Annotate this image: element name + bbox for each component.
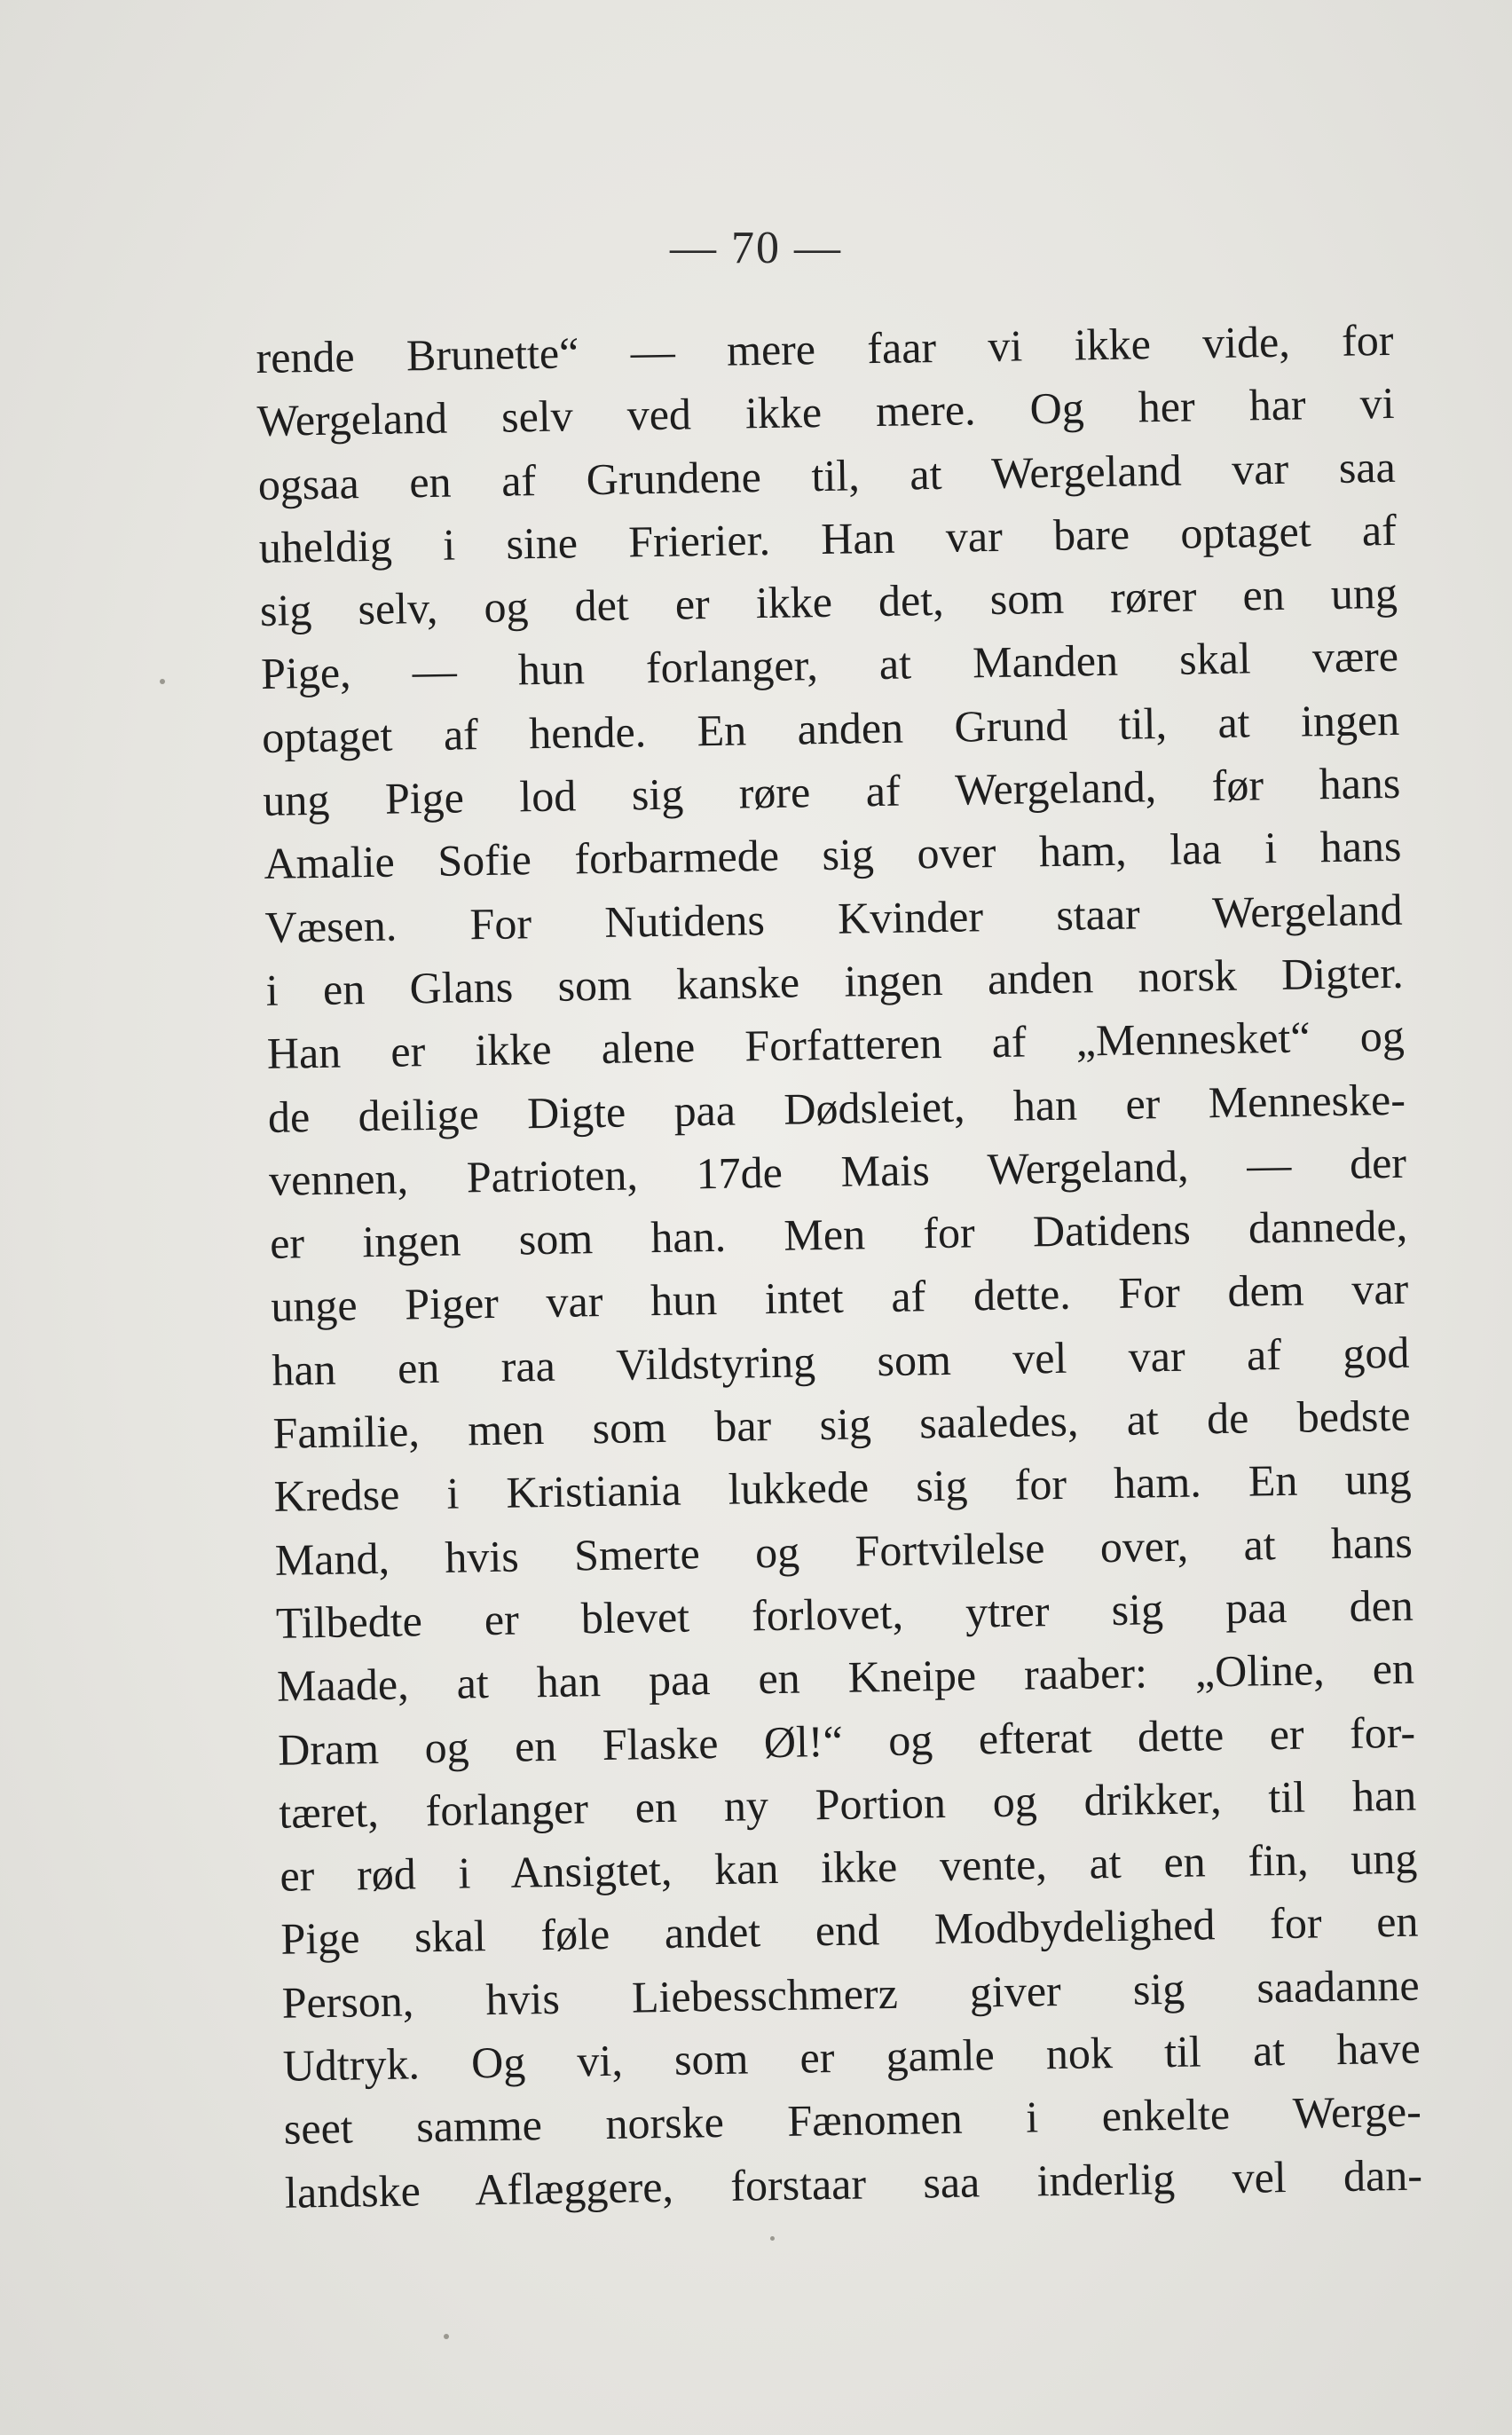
- text-line: er rød i Ansigtet, kan ikke vente, at en fin, ung: [279, 1832, 1418, 1901]
- paper-speck: [770, 2236, 775, 2241]
- text-line: Kredse i Kristiania lukkede sig for ham. En ung: [273, 1454, 1412, 1522]
- text-line: Familie, men som bar sig saaledes, at de bedste: [272, 1390, 1411, 1458]
- text-line: Amalie Sofie forbarmede sig over ham, laa i hans: [264, 821, 1402, 889]
- text-line: i en Glans som kanske ingen anden norsk Digter.: [265, 947, 1405, 1015]
- paper-speck: [444, 2334, 449, 2339]
- text-line: ung Pige lod sig røre af Wergeland, før hans: [262, 757, 1401, 826]
- text-line: Wergeland selv ved ikke mere. Og her har vi: [256, 378, 1395, 446]
- text-line: rende Brunette“ — mere faar vi ikke vide, for: [256, 314, 1394, 382]
- text-line: Pige, — hun forlanger, at Manden skal være: [260, 631, 1399, 699]
- text-line: optaget af hende. En anden Grund til, at ingen: [261, 694, 1400, 762]
- text-line: Maade, at han paa en Kneipe raaber: „Oline, en: [276, 1643, 1415, 1712]
- text-line: Udtryk. Og vi, som er gamle nok til at have: [282, 2022, 1421, 2091]
- text-line: Han er ikke alene Forfatteren af „Mennesket“ og: [266, 1011, 1406, 1079]
- text-line: ogsaa en af Grundene til, at Wergeland var saa: [257, 441, 1397, 509]
- text-line: Dram og en Flaske Øl!“ og efterat dette er for-: [277, 1706, 1416, 1775]
- text-line: uheldig i sine Frierier. Han var bare optaget af: [258, 504, 1398, 572]
- text-line: tæret, forlanger en ny Portion og drikker, til han: [278, 1769, 1417, 1838]
- text-line: Væsen. For Nutidens Kvinder staar Wergeland: [264, 884, 1403, 952]
- text-line: Tilbedte er blevet forlovet, ytrer sig paa den: [275, 1580, 1414, 1648]
- text-line: Mand, hvis Smerte og Fortvilelse over, at hans: [274, 1517, 1414, 1585]
- text-line: er ingen som han. Men for Datidens dannede,: [269, 1200, 1408, 1269]
- page-number: — 70 —: [670, 223, 842, 273]
- text-line: seet samme norske Fænomen i enkelte Werge-: [283, 2085, 1422, 2155]
- paper-speck: [160, 679, 165, 684]
- text-line: vennen, Patrioten, 17de Mais Wergeland, — der: [268, 1137, 1407, 1205]
- text-line: unge Piger var hun intet af dette. For dem var: [270, 1264, 1409, 1332]
- text-line: Person, hvis Liebesschmerz giver sig saadanne: [281, 1959, 1420, 2028]
- text-line: sig selv, og det er ikke det, som rører en ung: [259, 568, 1398, 636]
- text-line: Pige skal føle andet end Modbydelighed for en: [280, 1896, 1419, 1965]
- text-line: landske Aflæggere, forstaar saa inderlig vel dan-: [284, 2149, 1423, 2218]
- text-line: de deilige Digte paa Dødsleiet, han er Menneske-: [267, 1074, 1406, 1142]
- text-line: han en raa Vildstyring som vel var af god: [272, 1327, 1410, 1395]
- body-text: [256, 309, 1422, 2225]
